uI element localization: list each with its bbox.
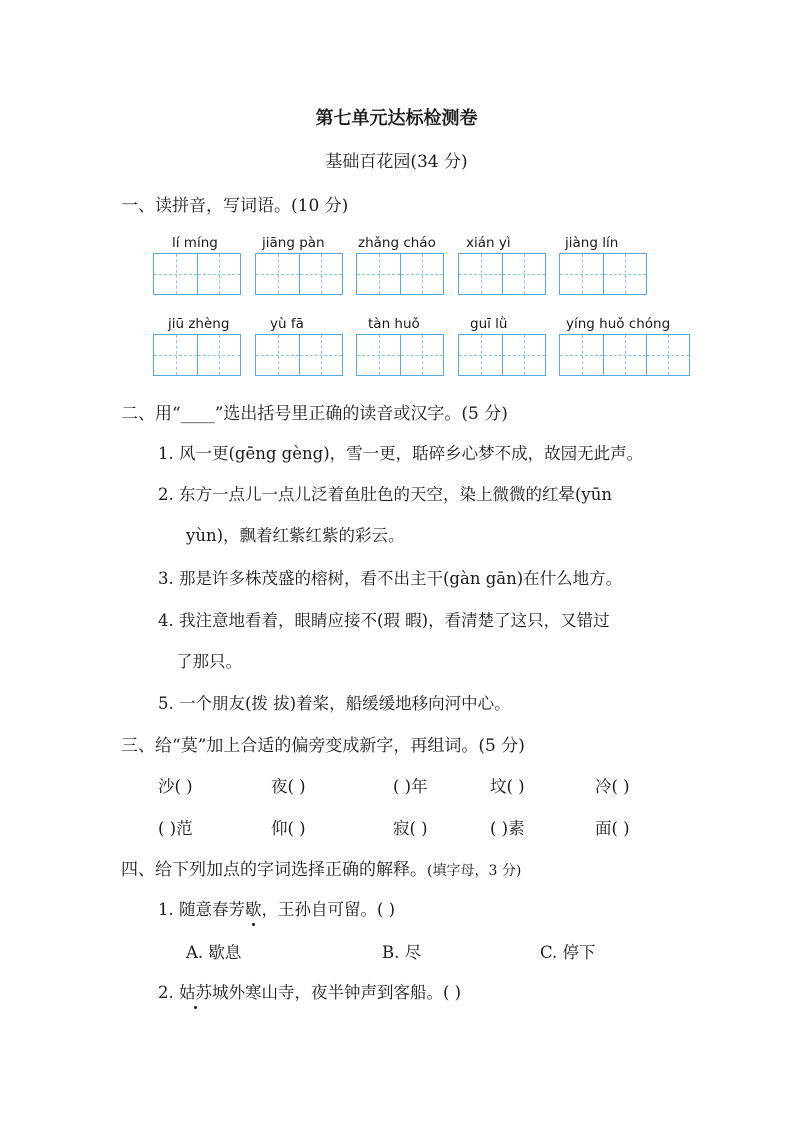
question-line: yùn)，飘着红紫红紫的彩云。 — [186, 526, 405, 545]
blank-item[interactable]: 夜( ) — [271, 777, 306, 796]
option-b[interactable]: B. 尽 — [382, 943, 422, 962]
section-1-heading: 一、读拼音，写词语。(10 分) — [121, 196, 349, 216]
page-title: 第七单元达标检测卷 — [315, 108, 478, 129]
page-subtitle: 基础百花园(34 分) — [325, 152, 468, 172]
writing-grid[interactable] — [153, 334, 241, 376]
pinyin-label: guī lǜ — [470, 316, 508, 332]
question-line: 2. 东方一点儿一点儿泛着鱼肚色的天空，染上微微的红晕(yūn — [158, 485, 612, 504]
question-line: 3. 那是许多株茂盛的榕树，看不出主干(gàn gān)在什么地方。 — [158, 569, 623, 588]
writing-grid[interactable] — [458, 253, 546, 295]
q1-suffix: ，王孙自可留。( ) — [261, 900, 396, 919]
q1-prefix: 1. 随意春芳 — [158, 900, 245, 919]
dotted-char: 歇 — [245, 896, 262, 920]
pinyin-label: tàn huǒ — [368, 316, 420, 332]
question-line — [158, 979, 461, 1003]
pinyin-label: jiāng pàn — [262, 235, 325, 251]
blank-item[interactable]: 冷( ) — [595, 777, 630, 796]
writing-grid[interactable] — [458, 334, 546, 376]
blank-item[interactable]: 仰( ) — [271, 819, 306, 838]
blank-item[interactable]: 沙( ) — [158, 777, 193, 796]
section-4-heading-text: 四、给下列加点的字词选择正确的解释。 — [121, 860, 427, 880]
question-line: 4. 我注意地看着，眼睛应接不(瑕 暇)，看清楚了这只，又错过 — [158, 611, 610, 630]
blank-item[interactable]: ( )素 — [490, 819, 525, 838]
writing-grid[interactable] — [356, 334, 444, 376]
option-c[interactable]: C. 停下 — [540, 943, 596, 962]
writing-grid[interactable] — [255, 334, 343, 376]
question-line: 1. 风一更(gēng gèng)，雪一更，聒碎乡心梦不成，故园无此声。 — [158, 444, 644, 463]
writing-grid[interactable] — [559, 253, 647, 295]
pinyin-label: zhǎng cháo — [358, 235, 436, 251]
section-4-note: (填字母，3 分) — [427, 863, 522, 879]
writing-grid[interactable] — [153, 253, 241, 295]
pinyin-label: jiū zhèng — [168, 316, 230, 332]
blank-item[interactable]: ( )范 — [158, 819, 193, 838]
q2-prefix: 2. — [158, 983, 179, 1002]
question-line: 了那只。 — [176, 652, 242, 671]
dotted-char: 姑苏 — [179, 979, 212, 1003]
pinyin-label: jiàng lín — [565, 235, 619, 251]
blank-item[interactable]: 坟( ) — [490, 777, 525, 796]
writing-grid[interactable] — [356, 253, 444, 295]
option-a[interactable]: A. 歇息 — [186, 943, 242, 962]
section-3-heading: 三、给“莫”加上合适的偏旁变成新字，再组词。(5 分) — [121, 736, 525, 756]
pinyin-label: lí míng — [172, 235, 218, 251]
pinyin-label: xián yì — [466, 235, 511, 251]
pinyin-label: yù fā — [270, 316, 304, 332]
question-line: 5. 一个朋友(拨 拔)着桨，船缓缓地移向河中心。 — [158, 694, 511, 713]
pinyin-label: yíng huǒ chóng — [566, 316, 671, 332]
question-line — [158, 896, 395, 920]
blank-item[interactable]: 面( ) — [595, 819, 630, 838]
writing-grid[interactable] — [255, 253, 343, 295]
q2-suffix: 城外寒山寺，夜半钟声到客船。( ) — [212, 983, 462, 1002]
writing-grid[interactable] — [559, 334, 690, 376]
blank-item[interactable]: 寂( ) — [393, 819, 428, 838]
section-2-heading: 二、用“____”选出括号里正确的读音或汉字。(5 分) — [121, 404, 508, 424]
section-4-heading — [121, 855, 521, 880]
blank-item[interactable]: ( )年 — [393, 777, 428, 796]
